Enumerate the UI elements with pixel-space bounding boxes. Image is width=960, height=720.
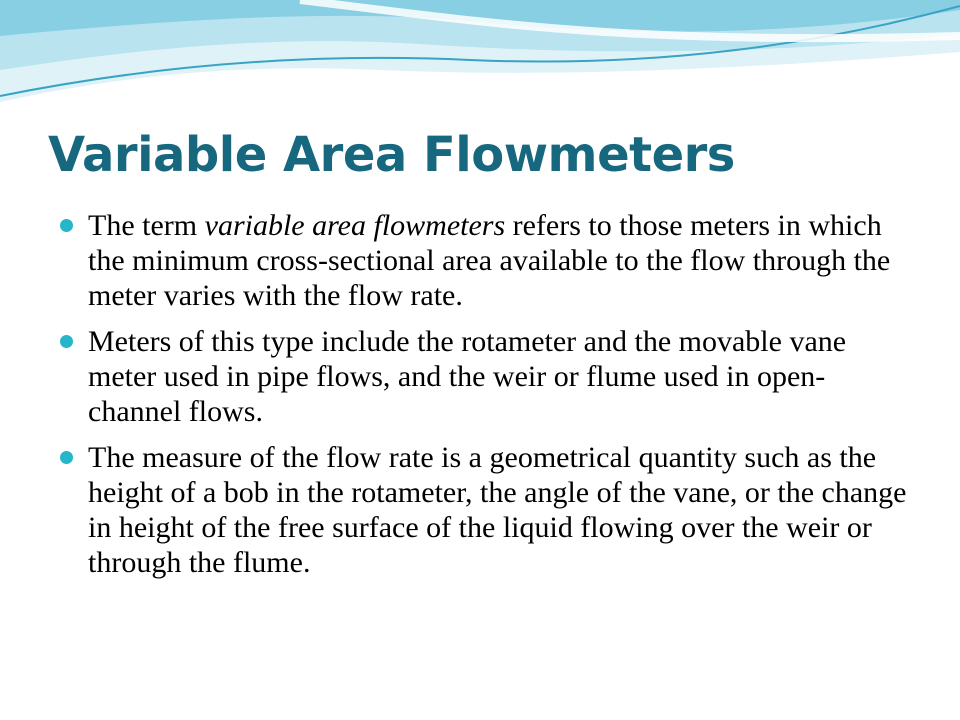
bullet-icon xyxy=(60,219,73,232)
bullet-list xyxy=(88,208,918,591)
bullet-item-3 xyxy=(88,440,918,580)
bullet-1-text-end: refers to those meters in which the minimum cross-sectional area available to the flow through the meter varies with the flow rate. xyxy=(88,209,891,312)
slide-title: Variable Area Flowmeters xyxy=(48,127,735,183)
bullet-1-text-start: The term xyxy=(88,209,205,242)
bullet-icon xyxy=(60,335,73,348)
bullet-item-2 xyxy=(88,324,918,429)
bullet-item-1 xyxy=(88,208,918,313)
bullet-2-text: Meters of this type include the rotameter and the movable vane meter used in pipe flows, and the weir or flume used in open-channel flows. xyxy=(88,325,847,428)
bullet-3-text: The measure of the flow rate is a geometrical quantity such as the height of a bob in the rotameter, the angle of the vane, or the change in height of the free surface of the liquid flowing over the weir or through the flume. xyxy=(88,441,907,579)
header-wave-decoration xyxy=(0,0,960,130)
bullet-icon xyxy=(60,451,73,464)
bullet-1-emphasis: variable area flowmeters xyxy=(204,209,506,242)
